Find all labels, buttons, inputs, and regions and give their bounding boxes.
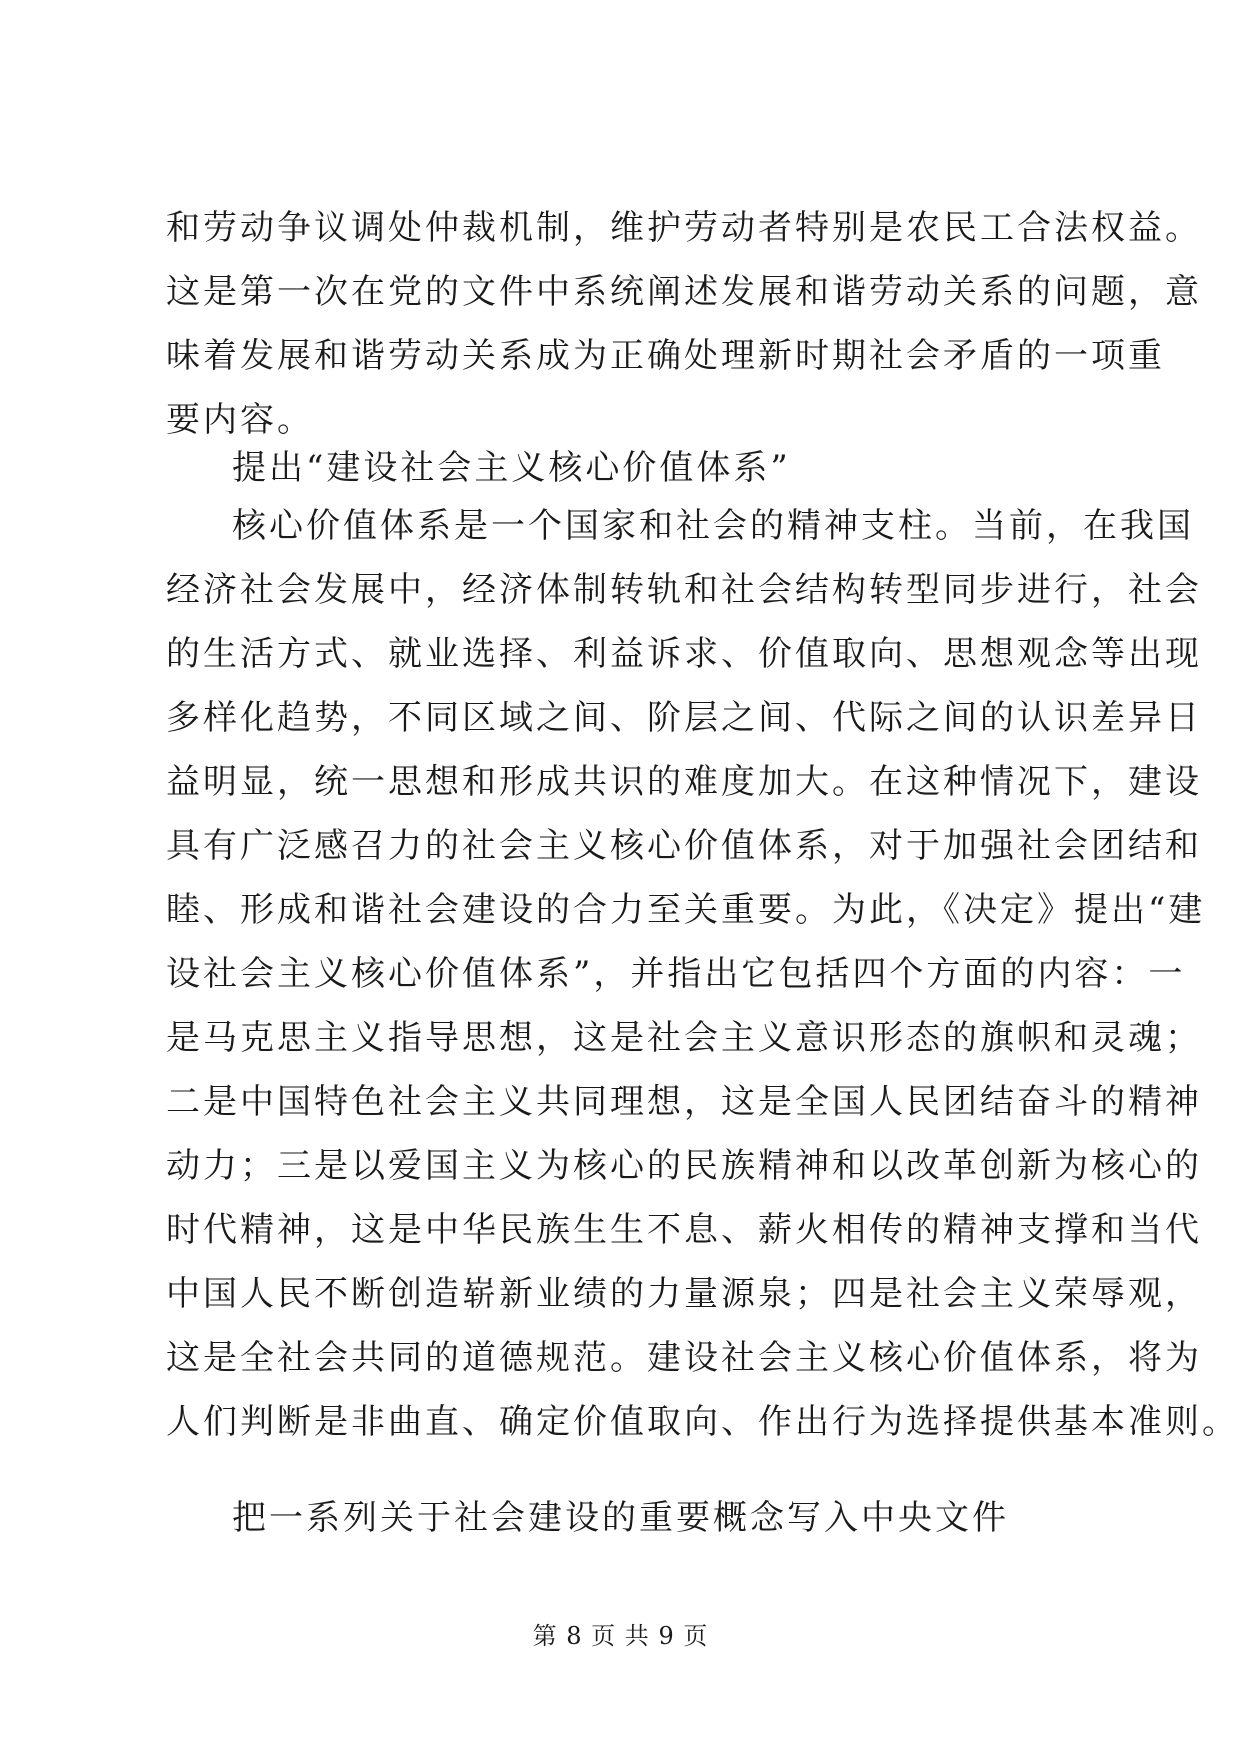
paragraph-line: 经济社会发展中，经济体制转轨和社会结构转型同步进行，社会 [166, 570, 1202, 610]
paragraph-line: 和劳动争议调处仲裁机制，维护劳动者特别是农民工合法权益。 [166, 208, 1202, 248]
paragraph-line: 设社会主义核心价值体系”，并指出它包括四个方面的内容：一 [166, 954, 1186, 994]
paragraph-line: 的生活方式、就业选择、利益诉求、价值取向、思想观念等出现 [166, 634, 1202, 674]
page-number-footer: 第 8 页 共 9 页 [532, 1622, 709, 1650]
section-heading-core-values: 提出“建设社会主义核心价值体系” [232, 448, 791, 488]
paragraph-line: 二是中国特色社会主义共同理想，这是全国人民团结奋斗的精神 [166, 1082, 1202, 1122]
paragraph-line: 味着发展和谐劳动关系成为正确处理新时期社会矛盾的一项重 [166, 336, 1165, 376]
paragraph-line: 睦、形成和谐社会建设的合力至关重要。为此，《决定》提出“建 [166, 890, 1206, 930]
section-heading-social-construction: 把一系列关于社会建设的重要概念写入中央文件 [232, 1498, 1009, 1538]
paragraph-line: 益明显，统一思想和形成共识的难度加大。在这种情况下，建设 [166, 762, 1202, 802]
paragraph-line: 中国人民不断创造崭新业绩的力量源泉；四是社会主义荣辱观， [166, 1274, 1202, 1314]
paragraph-line: 要内容。 [166, 400, 314, 440]
paragraph-line: 具有广泛感召力的社会主义核心价值体系，对于加强社会团结和 [166, 826, 1202, 866]
paragraph-line: 是马克思主义指导思想，这是社会主义意识形态的旗帜和灵魂； [166, 1018, 1202, 1058]
paragraph-line: 这是第一次在党的文件中系统阐述发展和谐劳动关系的问题，意 [166, 272, 1202, 312]
paragraph-line: 核心价值体系是一个国家和社会的精神支柱。当前，在我国 [232, 506, 1194, 546]
paragraph-core-values [166, 494, 1239, 1454]
paragraph-line: 人们判断是非曲直、确定价值取向、作出行为选择提供基本准则。 [166, 1402, 1239, 1442]
paragraph-line: 多样化趋势，不同区域之间、阶层之间、代际之间的认识差异日 [166, 698, 1202, 738]
paragraph-labor-relations [166, 196, 1202, 452]
paragraph-line: 这是全社会共同的道德规范。建设社会主义核心价值体系，将为 [166, 1338, 1202, 1378]
paragraph-line: 时代精神，这是中华民族生生不息、薪火相传的精神支撑和当代 [166, 1210, 1202, 1250]
paragraph-line: 动力；三是以爱国主义为核心的民族精神和以改革创新为核心的 [166, 1146, 1202, 1186]
